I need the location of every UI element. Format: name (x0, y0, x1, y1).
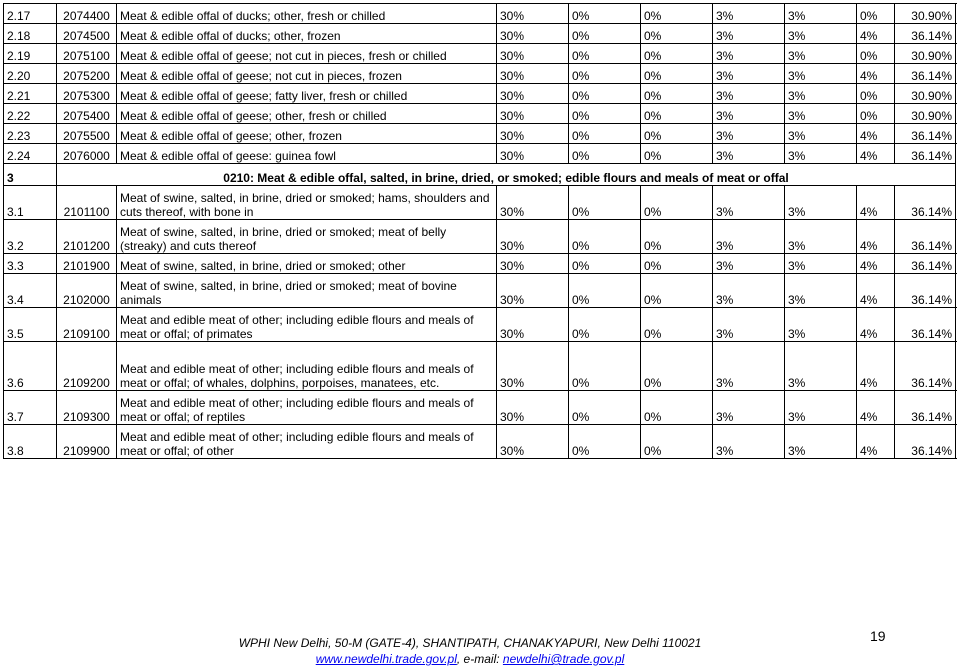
rate-cell: 3% (713, 124, 785, 144)
rate-cell: 3% (785, 220, 857, 254)
table-row (4, 391, 956, 425)
rate-cell: 4% (857, 64, 895, 84)
table-row (4, 64, 956, 84)
table-row (4, 4, 956, 24)
rate-cell: 3% (785, 186, 857, 220)
rate-cell: 3% (785, 44, 857, 64)
rate-cell: 3% (785, 342, 857, 391)
rate-cell: 0% (857, 104, 895, 124)
rate-cell: 30% (497, 144, 569, 164)
rate-cell: 3% (713, 84, 785, 104)
table-row (4, 124, 956, 144)
tariff-code: 2075100 (57, 44, 117, 64)
rate-cell: 3% (713, 220, 785, 254)
rate-cell: 0% (857, 44, 895, 64)
product-description: Meat and edible meat of other; including edible flours and meals of meat or offal; of other (117, 425, 497, 459)
section-title: 0210: Meat & edible offal, salted, in brine, dried, or smoked; edible flours and meals of meat or offal (57, 164, 956, 186)
rate-cell: 36.14% (895, 342, 956, 391)
rate-cell: 3% (713, 391, 785, 425)
row-number: 3.8 (4, 425, 57, 459)
tariff-code: 2074500 (57, 24, 117, 44)
rate-cell: 4% (857, 342, 895, 391)
row-number: 3.7 (4, 391, 57, 425)
rate-cell: 30% (497, 342, 569, 391)
tariff-table (3, 3, 956, 459)
table-row (4, 84, 956, 104)
table-row (4, 24, 956, 44)
rate-cell: 0% (641, 342, 713, 391)
table-row (4, 274, 956, 308)
rate-cell: 3% (785, 308, 857, 342)
rate-cell: 36.14% (895, 391, 956, 425)
rate-cell: 0% (641, 144, 713, 164)
table-row (4, 220, 956, 254)
rate-cell: 0% (569, 391, 641, 425)
rate-cell: 0% (641, 84, 713, 104)
rate-cell: 0% (641, 64, 713, 84)
row-number: 3.1 (4, 186, 57, 220)
rate-cell: 3% (713, 4, 785, 24)
row-number: 2.17 (4, 4, 57, 24)
rate-cell: 36.14% (895, 308, 956, 342)
rate-cell: 4% (857, 186, 895, 220)
rate-cell: 30% (497, 24, 569, 44)
rate-cell: 3% (785, 24, 857, 44)
rate-cell: 3% (785, 104, 857, 124)
row-number: 2.22 (4, 104, 57, 124)
rate-cell: 36.14% (895, 254, 956, 274)
row-number: 3.4 (4, 274, 57, 308)
tariff-code: 2101900 (57, 254, 117, 274)
rate-cell: 36.14% (895, 144, 956, 164)
row-number: 3.3 (4, 254, 57, 274)
rate-cell: 4% (857, 391, 895, 425)
rate-cell: 30% (497, 64, 569, 84)
rate-cell: 3% (785, 425, 857, 459)
rate-cell: 3% (785, 254, 857, 274)
table-row (4, 44, 956, 64)
rate-cell: 30% (497, 44, 569, 64)
rate-cell: 4% (857, 308, 895, 342)
rate-cell: 0% (641, 186, 713, 220)
tariff-code: 2102000 (57, 274, 117, 308)
rate-cell: 30% (497, 124, 569, 144)
rate-cell: 30.90% (895, 44, 956, 64)
rate-cell: 3% (785, 144, 857, 164)
rate-cell: 3% (713, 64, 785, 84)
rate-cell: 0% (569, 342, 641, 391)
product-description: Meat of swine, salted, in brine, dried or smoked; meat of belly (streaky) and cuts thereof (117, 220, 497, 254)
rate-cell: 0% (641, 220, 713, 254)
tariff-code: 2075300 (57, 84, 117, 104)
tariff-code: 2101200 (57, 220, 117, 254)
table-row (4, 104, 956, 124)
rate-cell: 30% (497, 104, 569, 124)
rate-cell: 30% (497, 220, 569, 254)
website-link[interactable]: www.newdelhi.trade.gov.pl (315, 652, 457, 666)
rate-cell: 3% (713, 308, 785, 342)
rate-cell: 36.14% (895, 186, 956, 220)
product-description: Meat of swine, salted, in brine, dried or smoked; other (117, 254, 497, 274)
rate-cell: 30.90% (895, 84, 956, 104)
footer-contact (0, 652, 940, 666)
rate-cell: 30% (497, 84, 569, 104)
rate-cell: 3% (785, 4, 857, 24)
row-number: 3.5 (4, 308, 57, 342)
row-number: 2.20 (4, 64, 57, 84)
rate-cell: 0% (641, 4, 713, 24)
table-row (4, 425, 956, 459)
rate-cell: 0% (641, 24, 713, 44)
rate-cell: 3% (713, 274, 785, 308)
product-description: Meat & edible offal of geese; other, fresh or chilled (117, 104, 497, 124)
email-prefix: , e-mail: (456, 652, 503, 666)
rate-cell: 3% (713, 342, 785, 391)
product-description: Meat & edible offal of geese; fatty liver, fresh or chilled (117, 84, 497, 104)
rate-cell: 3% (713, 144, 785, 164)
rate-cell: 4% (857, 425, 895, 459)
table-row (4, 342, 956, 391)
rate-cell: 0% (569, 144, 641, 164)
row-number: 2.19 (4, 44, 57, 64)
rate-cell: 36.14% (895, 425, 956, 459)
product-description: Meat of swine, salted, in brine, dried or smoked; hams, shoulders and cuts thereof, with bone in (117, 186, 497, 220)
footer-address: WPHI New Delhi, 50-M (GATE-4), SHANTIPATH, CHANAKYAPURI, New Delhi 110021 (238, 636, 702, 650)
tariff-code: 2075200 (57, 64, 117, 84)
rate-cell: 30.90% (895, 104, 956, 124)
rate-cell: 36.14% (895, 64, 956, 84)
rate-cell: 36.14% (895, 24, 956, 44)
product-description: Meat of swine, salted, in brine, dried or smoked; meat of bovine animals (117, 274, 497, 308)
rate-cell: 30% (497, 4, 569, 24)
rate-cell: 0% (857, 84, 895, 104)
rate-cell: 0% (569, 24, 641, 44)
rate-cell: 3% (785, 84, 857, 104)
rate-cell: 3% (713, 24, 785, 44)
section-header-row (4, 164, 956, 186)
rate-cell: 30% (497, 254, 569, 274)
rate-cell: 0% (569, 4, 641, 24)
rate-cell: 4% (857, 24, 895, 44)
row-number: 2.24 (4, 144, 57, 164)
row-number: 2.18 (4, 24, 57, 44)
rate-cell: 0% (857, 4, 895, 24)
rate-cell: 0% (641, 44, 713, 64)
rate-cell: 0% (569, 254, 641, 274)
rate-cell: 4% (857, 274, 895, 308)
rate-cell: 3% (785, 64, 857, 84)
rate-cell: 30% (497, 186, 569, 220)
rate-cell: 0% (569, 425, 641, 459)
rate-cell: 0% (641, 124, 713, 144)
product-description: Meat & edible offal of geese; not cut in pieces, frozen (117, 64, 497, 84)
row-number: 3.2 (4, 220, 57, 254)
tariff-code: 2101100 (57, 186, 117, 220)
rate-cell: 0% (569, 84, 641, 104)
product-description: Meat & edible offal of ducks; other, frozen (117, 24, 497, 44)
rate-cell: 0% (641, 308, 713, 342)
table-row (4, 186, 956, 220)
rate-cell: 3% (713, 425, 785, 459)
rate-cell: 3% (713, 44, 785, 64)
product-description: Meat and edible meat of other; including edible flours and meals of meat or offal; of whales, dolphins, porpoises, manatees, etc. (117, 342, 497, 391)
rate-cell: 3% (785, 274, 857, 308)
rate-cell: 30% (497, 425, 569, 459)
rate-cell: 0% (569, 220, 641, 254)
tariff-code: 2109200 (57, 342, 117, 391)
product-description: Meat & edible offal of ducks; other, fresh or chilled (117, 4, 497, 24)
email-link[interactable]: newdelhi@trade.gov.pl (502, 652, 625, 666)
tariff-code: 2109100 (57, 308, 117, 342)
rate-cell: 0% (641, 425, 713, 459)
rate-cell: 30% (497, 391, 569, 425)
rate-cell: 3% (713, 254, 785, 274)
row-number: 2.21 (4, 84, 57, 104)
rate-cell: 0% (569, 104, 641, 124)
rate-cell: 0% (569, 274, 641, 308)
rate-cell: 4% (857, 254, 895, 274)
rate-cell: 3% (713, 104, 785, 124)
rate-cell: 0% (641, 104, 713, 124)
rate-cell: 36.14% (895, 124, 956, 144)
product-description: Meat and edible meat of other; including edible flours and meals of meat or offal; of reptiles (117, 391, 497, 425)
tariff-code: 2075400 (57, 104, 117, 124)
table-row (4, 308, 956, 342)
rate-cell: 0% (641, 274, 713, 308)
rate-cell: 0% (569, 186, 641, 220)
rate-cell: 4% (857, 220, 895, 254)
rate-cell: 4% (857, 144, 895, 164)
rate-cell: 0% (641, 391, 713, 425)
tariff-code: 2109900 (57, 425, 117, 459)
rate-cell: 36.14% (895, 220, 956, 254)
section-number: 3 (4, 164, 57, 186)
rate-cell: 3% (713, 186, 785, 220)
rate-cell: 0% (569, 308, 641, 342)
page-number: 19 (870, 628, 886, 644)
rate-cell: 3% (785, 391, 857, 425)
product-description: Meat & edible offal of geese; other, frozen (117, 124, 497, 144)
product-description: Meat and edible meat of other; including edible flours and meals of meat or offal; of primates (117, 308, 497, 342)
table-row (4, 144, 956, 164)
rate-cell: 30% (497, 308, 569, 342)
tariff-code: 2076000 (57, 144, 117, 164)
rate-cell: 30% (497, 274, 569, 308)
rate-cell: 30.90% (895, 4, 956, 24)
tariff-code: 2075500 (57, 124, 117, 144)
rate-cell: 0% (569, 44, 641, 64)
row-number: 2.23 (4, 124, 57, 144)
row-number: 3.6 (4, 342, 57, 391)
tariff-code: 2109300 (57, 391, 117, 425)
rate-cell: 36.14% (895, 274, 956, 308)
table-row (4, 254, 956, 274)
rate-cell: 0% (641, 254, 713, 274)
rate-cell: 0% (569, 64, 641, 84)
product-description: Meat & edible offal of geese: guinea fowl (117, 144, 497, 164)
rate-cell: 0% (569, 124, 641, 144)
product-description: Meat & edible offal of geese; not cut in pieces, fresh or chilled (117, 44, 497, 64)
tariff-code: 2074400 (57, 4, 117, 24)
rate-cell: 3% (785, 124, 857, 144)
rate-cell: 4% (857, 124, 895, 144)
